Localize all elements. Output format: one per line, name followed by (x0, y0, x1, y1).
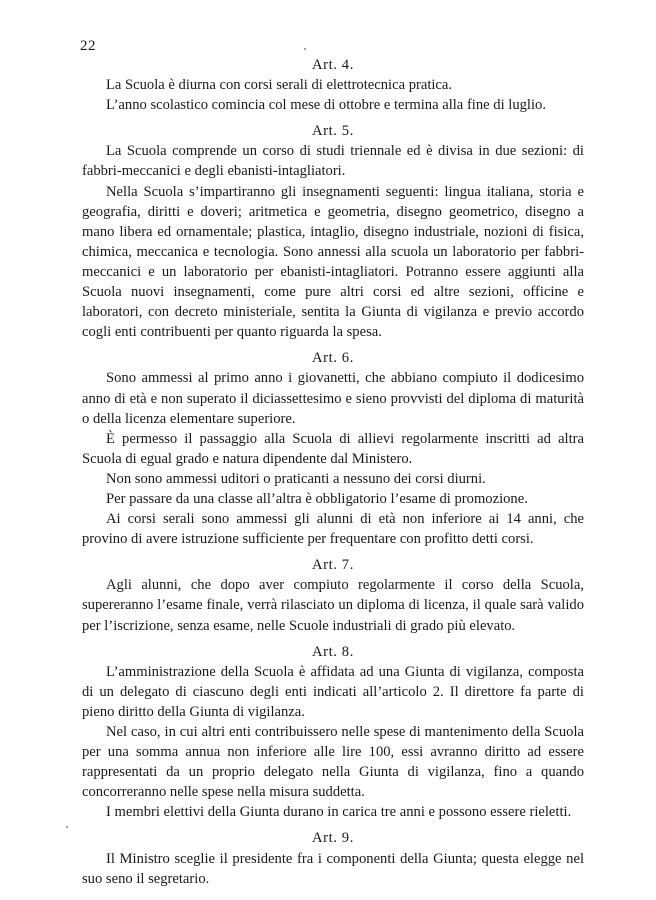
scan-speck (304, 48, 306, 50)
paragraph: La Scuola è diurna con corsi serali di elettrotecnica pratica. (106, 77, 453, 94)
paragraph: È permesso il passaggio alla Scuola di allievi regolarmente inscritti ad altra Scuola di egual grado e natura dipendente dal Ministero. (82, 430, 584, 467)
paragraph: Il Ministro sceglie il presidente fra i componenti della Giunta; questa elegge nel suo seno il segretario. (82, 850, 584, 887)
paragraph: La Scuola comprende un corso di studi triennale ed è divisa in due sezioni: di fabbri-meccanici e degli ebanisti-intagliatori. (82, 143, 584, 180)
paragraph: Ai corsi serali sono ammessi gli alunni di età non inferiore ai 14 anni, che provino di avere istruzione sufficiente per frequentare con profitto detti corsi. (82, 511, 584, 548)
article-title: Art. 7. (312, 557, 354, 574)
paragraph: Non sono ammessi uditori o praticanti a nessuno dei corsi diurni. (106, 470, 486, 487)
article-title: Art. 6. (312, 350, 354, 367)
article-7 (82, 555, 584, 635)
article-9 (82, 828, 584, 888)
article-title: Art. 4. (312, 57, 354, 73)
paragraph: Sono ammessi al primo anno i giovanetti, che abbiano compiuto il dodicesimo anno di età e non superato il diciassettesimo e sieno provvisti del diploma di maturità o della licenza elementare superiore. (82, 370, 584, 427)
article-5 (82, 121, 584, 342)
article-title: Art. 8. (312, 643, 354, 660)
article-6 (82, 348, 584, 549)
paragraph: L’amministrazione della Scuola è affidata ad una Giunta di vigilanza, composta di un delegato di ciascuno degli enti indicati all’articolo 2. Il direttore fa parte di pieno diritto della Giunta di vigilanza. (82, 663, 584, 720)
paragraph: L’anno scolastico comincia col mese di ottobre e termina alla fine di luglio. (106, 97, 546, 114)
paragraph: Nella Scuola s’impartiranno gli insegnamenti seguenti: lingua italiana, storia e geografia, diritti e doveri; aritmetica e geometria, disegno geometrico, disegno a mano libera ed ornamentale; plastica, intaglio, disegno industriale, nozioni di fisica, chimica, meccanica e tecnologia. Sono annessi alla scuola un laboratorio per fabbri-meccanici e un laboratorio per ebanisti-intagliatori. Potranno essere aggiunti alla Scuola nuovi insegnamenti, come pure altri corsi ed altre sezioni, officine e laboratori, con decreto ministeriale, sentita la Giunta di vigilanza e previo accordo cogli enti contribuenti per quanto riguarda la spesa. (82, 183, 584, 341)
article-title: Art. 5. (312, 123, 354, 140)
scan-speck (66, 826, 68, 828)
document-body (82, 55, 584, 889)
paragraph: Agli alunni, che dopo aver compiuto regolarmente il corso della Scuola, supereranno l’esame finale, verrà rilasciato un diploma di licenza, il quale sarà valido per l’iscrizione, senza esame, nelle Scuole industriali di grado più elevato. (82, 577, 584, 634)
article-title: Art. 9. (312, 830, 354, 847)
article-4 (82, 55, 584, 115)
article-8 (82, 642, 584, 823)
paragraph: I membri elettivi della Giunta durano in carica tre anni e possono essere rieletti. (106, 804, 572, 821)
page-number: 22 (80, 38, 96, 54)
paragraph: Nel caso, in cui altri enti contribuissero nelle spese di mantenimento della Scuola per una somma annua non inferiore alle lire 100, essi avranno diritto ad essere rappresentati da un proprio delegato nella Giunta di vigilanza, fino a quando concorreranno nelle spese nella misura suddetta. (82, 724, 584, 801)
paragraph: Per passare da una classe all’altra è obbligatorio l’esame di promozione. (106, 490, 528, 507)
